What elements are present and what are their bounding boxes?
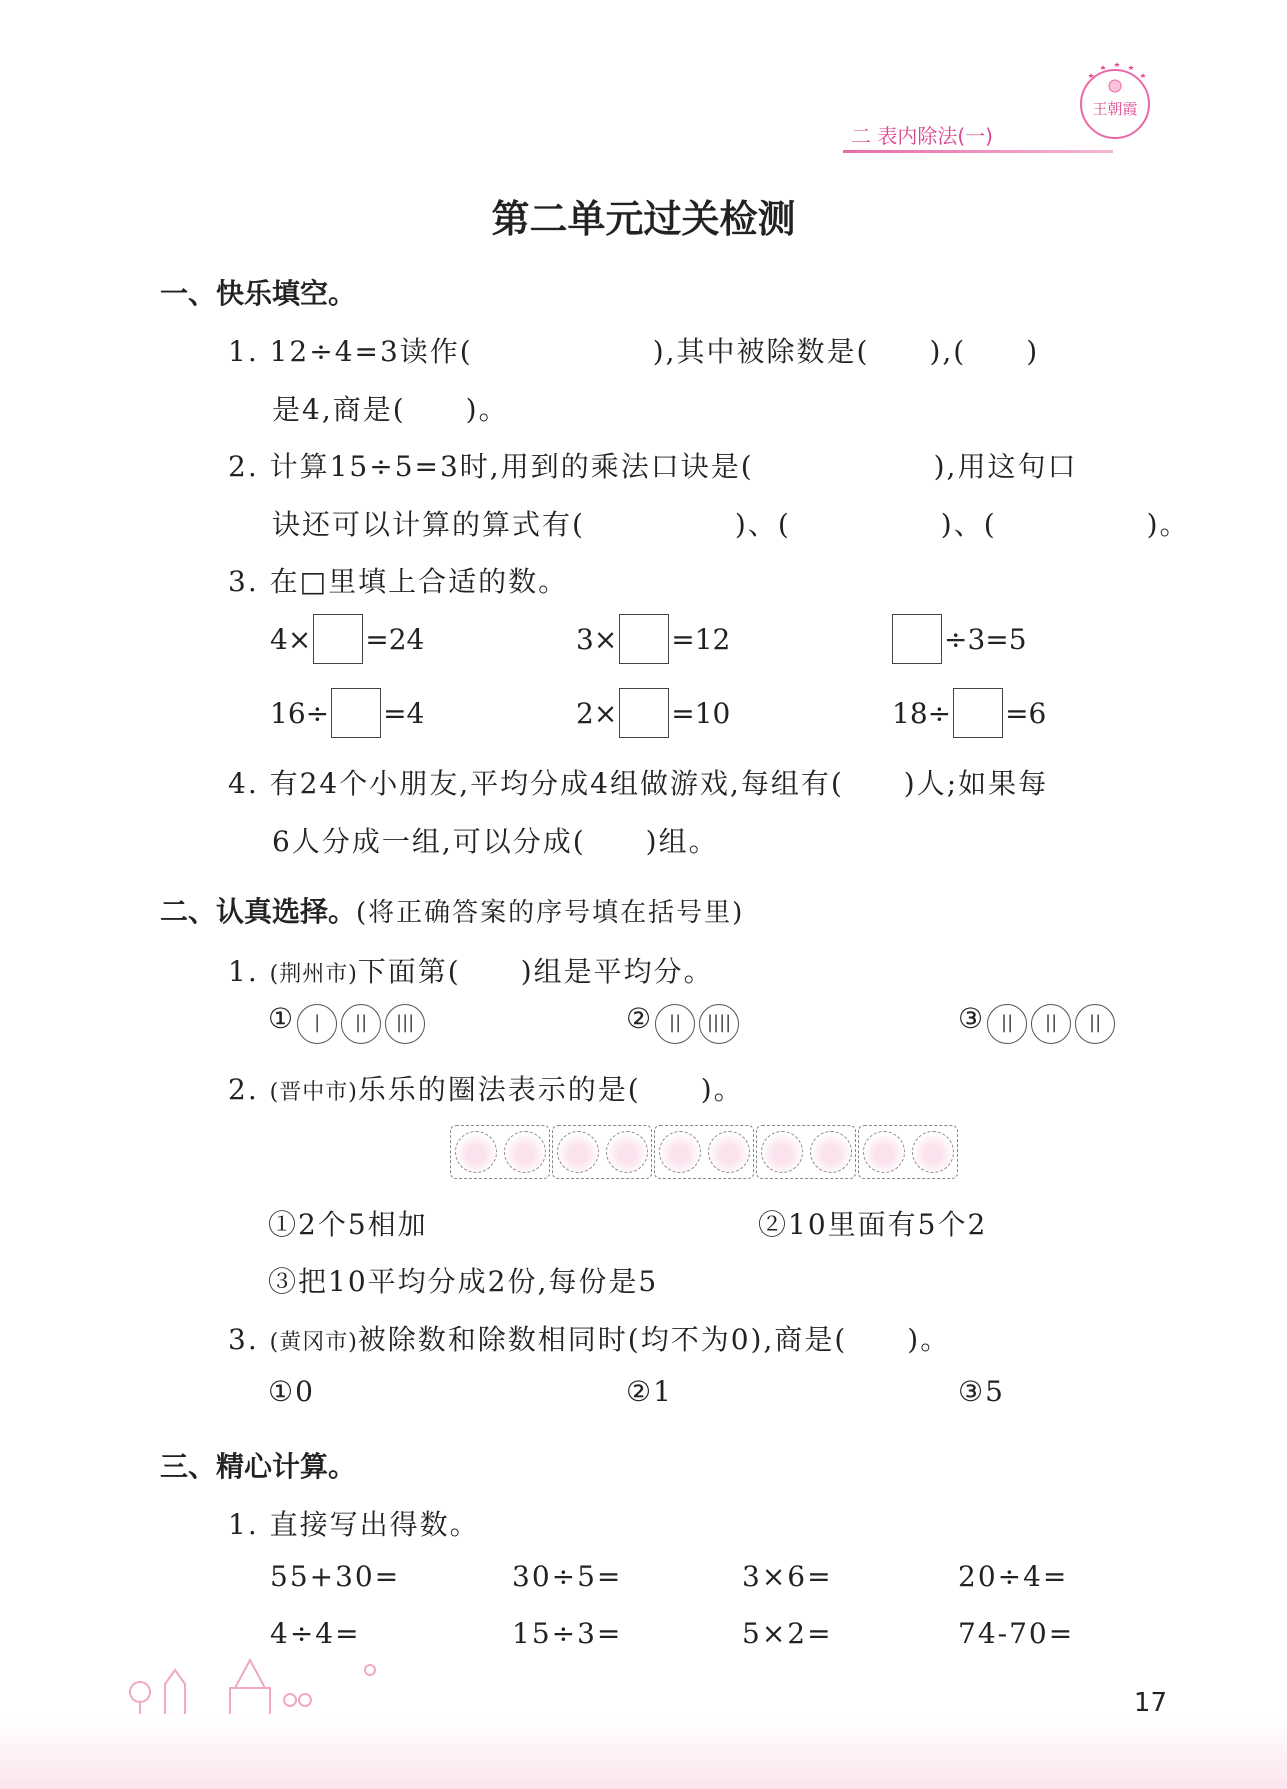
fill-box-item: 4× =24	[270, 614, 424, 664]
answer-box[interactable]	[892, 614, 942, 664]
calc-item: 15÷3=	[512, 1617, 623, 1650]
tally-circle: ||||	[699, 1004, 739, 1044]
fill-box-item: 2× =10	[576, 688, 730, 738]
dot-group	[756, 1125, 856, 1179]
dot-group	[552, 1125, 652, 1179]
dot	[504, 1131, 546, 1173]
fill-box-item: ÷3=5	[890, 614, 1027, 664]
s2-q1-option-2[interactable]: ② || ||||	[626, 1002, 739, 1044]
page-title: 第二单元过关检测	[491, 197, 796, 241]
section2-heading-row	[160, 890, 744, 930]
chapter-label: 二 表内除法(一)	[851, 124, 993, 148]
chapter-tab	[843, 118, 1093, 150]
dot	[863, 1131, 905, 1173]
s2-q2-option-1[interactable]: ①2个5相加	[268, 1208, 428, 1241]
section2-heading: 二、认真选择。	[160, 895, 357, 928]
answer-box[interactable]	[331, 688, 381, 738]
s2-q3-option-3[interactable]: ③5	[958, 1375, 1005, 1408]
source-tag: (荆州市)	[269, 962, 358, 987]
dot	[810, 1131, 852, 1173]
brand-logo	[1075, 60, 1155, 142]
page-number: 17	[1133, 1688, 1167, 1718]
calc-item: 55+30=	[270, 1560, 401, 1593]
section1-heading: 一、快乐填空。	[160, 277, 357, 310]
answer-box[interactable]	[619, 688, 669, 738]
dot	[659, 1131, 701, 1173]
s2-q2-option-2[interactable]: ②10里面有5个2	[758, 1208, 988, 1241]
fill-box-item: 18÷ =6	[892, 688, 1046, 738]
answer-box[interactable]	[313, 614, 363, 664]
s2-q3: 3. (黄冈市)被除数和除数相同时(均不为0),商是( )。	[228, 1323, 951, 1356]
logo-text: 王朝霞	[1092, 100, 1138, 118]
section2-note: (将正确答案的序号填在括号里)	[356, 898, 745, 928]
source-tag: (晋中市)	[269, 1080, 358, 1105]
s1-q2-line1: 2. 计算15÷5=3时,用到的乘法口诀是( ),用这句口	[228, 450, 1078, 483]
chapter-underline	[843, 150, 1113, 153]
s2-q2: 2. (晋中市)乐乐的圈法表示的是( )。	[228, 1073, 744, 1106]
dot-group	[858, 1125, 958, 1179]
s3-q1: 1. 直接写出得数。	[228, 1508, 480, 1541]
s1-q1-line1: 1. 12÷4=3读作( ),其中被除数是( ),( )	[228, 335, 1040, 368]
tally-circle: ||	[655, 1004, 695, 1044]
dot	[557, 1131, 599, 1173]
castle-illustration	[120, 1650, 380, 1715]
s1-q4-line2: 6人分成一组,可以分成( )组。	[272, 825, 719, 858]
tally-circle: ||	[1031, 1004, 1071, 1044]
source-tag: (黄冈市)	[269, 1330, 358, 1355]
s2-q1: 1. (荆州市)下面第( )组是平均分。	[228, 955, 714, 988]
s1-q4-line1: 4. 有24个小朋友,平均分成4组做游戏,每组有( )人;如果每	[228, 767, 1049, 800]
tally-circle: |||	[385, 1004, 425, 1044]
footer-band	[0, 1719, 1287, 1789]
dot-group	[450, 1125, 550, 1179]
s2-q1-option-1[interactable]: ① | || |||	[268, 1002, 425, 1044]
dot	[455, 1131, 497, 1173]
calc-item: 30÷5=	[512, 1560, 623, 1593]
s1-q3: 3. 在□里填上合适的数。	[228, 565, 569, 598]
s1-q2-line2: 诀还可以计算的算式有( )、( )、( )。	[272, 508, 1190, 541]
tally-circle: ||	[341, 1004, 381, 1044]
s2-q3-option-1[interactable]: ①0	[268, 1375, 315, 1408]
dot	[708, 1131, 750, 1173]
fill-box-item: 3× =12	[576, 614, 730, 664]
dot	[606, 1131, 648, 1173]
calc-item: 4÷4=	[270, 1617, 361, 1650]
dot-group	[654, 1125, 754, 1179]
tally-circle: ||	[987, 1004, 1027, 1044]
answer-box[interactable]	[619, 614, 669, 664]
dot	[912, 1131, 954, 1173]
tally-circle: ||	[1075, 1004, 1115, 1044]
calc-item: 20÷4=	[958, 1560, 1069, 1593]
answer-box[interactable]	[953, 688, 1003, 738]
calc-item: 5×2=	[742, 1617, 833, 1650]
section3-heading: 三、精心计算。	[160, 1450, 357, 1483]
tally-circle: |	[297, 1004, 337, 1044]
calc-item: 3×6=	[742, 1560, 833, 1593]
s2-q3-option-2[interactable]: ②1	[626, 1375, 673, 1408]
dot	[761, 1131, 803, 1173]
fill-box-item: 16÷ =4	[270, 688, 424, 738]
calc-item: 74-70=	[958, 1617, 1075, 1650]
s1-q1-line2: 是4,商是( )。	[272, 393, 509, 426]
s2-q2-option-3[interactable]: ③把10平均分成2份,每份是5	[268, 1265, 659, 1298]
s2-q1-option-3[interactable]: ③ || || ||	[958, 1002, 1115, 1044]
